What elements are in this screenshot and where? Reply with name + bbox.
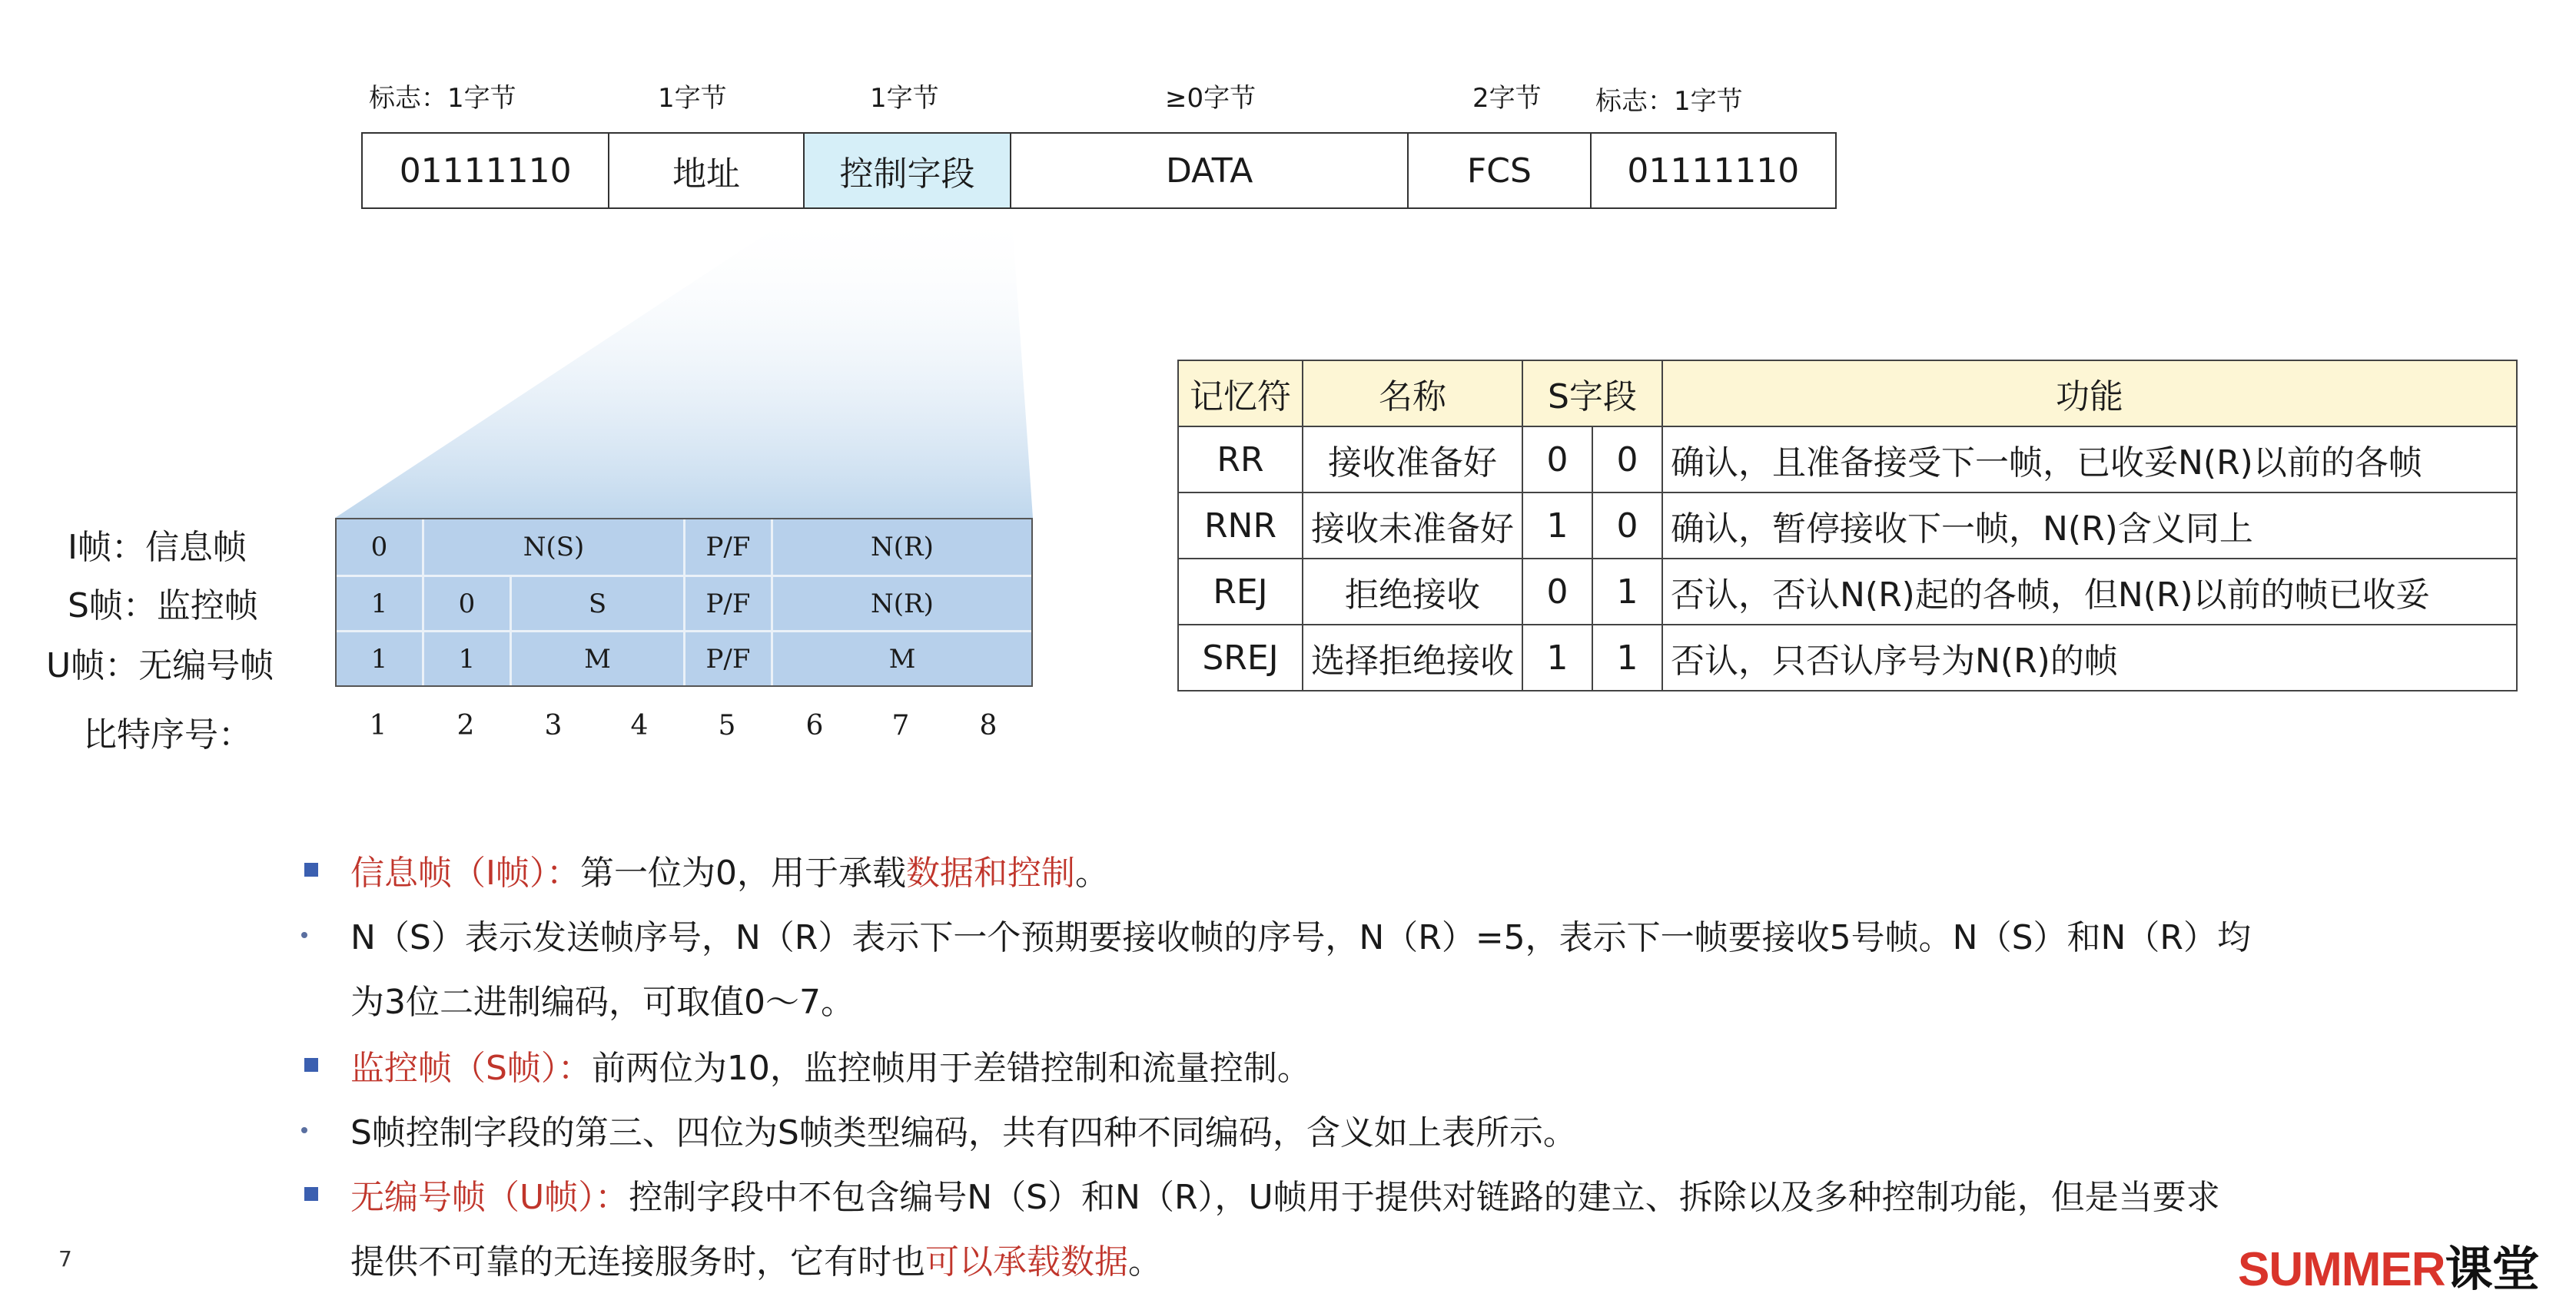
bit-number: 7 [891, 710, 910, 741]
cell-mnemonic: SREJ [1178, 625, 1303, 691]
bit-cell: 0 [337, 519, 424, 575]
cell-function: 确认，暂停接收下一帧，N(R)含义同上 [1662, 492, 2517, 559]
bullet-i-frame-text: 第一位为0，用于承载 [579, 854, 906, 893]
row-label-i-frame: I帧：信息帧 [68, 528, 247, 567]
header-s-field: S字段 [1522, 360, 1662, 426]
bullet-s-frame-text: 前两位为10，监控帧用于差错控制和流量控制。 [591, 1049, 1311, 1088]
bit-number: 5 [718, 710, 736, 741]
bullet-u-frame-end: 。 [1128, 1242, 1162, 1282]
header-function: 功能 [1662, 360, 2517, 426]
cell-s1: 1 [1522, 492, 1592, 559]
bit-number: 2 [456, 710, 475, 741]
cell-s2: 0 [1592, 492, 1662, 559]
bit-row-i-frame [337, 519, 1031, 575]
frame-label-fcs: 2字节 [1472, 83, 1542, 114]
bit-cell: 1 [337, 632, 424, 685]
bit-cell: N(S) [424, 519, 685, 575]
bullet-s-frame [350, 1040, 1311, 1089]
frame-cell-address: 地址 [609, 134, 804, 207]
square-bullet-icon [304, 1187, 318, 1201]
bullet-u-frame-highlight: 可以承载数据 [925, 1242, 1128, 1282]
cell-name: 选择拒绝接收 [1303, 625, 1522, 691]
logo-summer: SUMMER [2238, 1243, 2445, 1296]
frame-cell-control: 控制字段 [805, 134, 1011, 207]
bullet-i-frame-end: 。 [1074, 854, 1109, 893]
row-label-s-frame: S帧：监控帧 [68, 586, 258, 625]
square-bullet-icon [304, 863, 318, 877]
bit-cell: N(R) [871, 588, 934, 619]
cell-mnemonic: RR [1178, 426, 1303, 492]
bit-cell: N(R) [871, 532, 934, 562]
bullet-ns-nr-line2: 为3位二进制编码，可取值0～7。 [350, 983, 855, 1022]
frame-label-control: 1字节 [870, 83, 939, 114]
frame-label-data: ≥0字节 [1165, 83, 1256, 114]
row-label-bit-index: 比特序号： [83, 715, 252, 754]
header-name: 名称 [1303, 360, 1522, 426]
hdlc-frame-structure [361, 132, 1837, 209]
bit-cell: S [512, 577, 685, 630]
dot-bullet-icon [301, 1127, 307, 1133]
control-field-bit-diagram [335, 518, 1033, 687]
cell-function: 确认，且准备接受下一帧，已收妥N(R)以前的各帧 [1662, 426, 2517, 492]
cell-function: 否认，只否认序号为N(R)的帧 [1662, 625, 2517, 691]
bit-row-u-frame [337, 630, 1031, 685]
logo-ketang: 课堂 [2445, 1241, 2539, 1297]
bit-cell: P/F [685, 632, 773, 685]
row-label-u-frame: U帧：无编号帧 [46, 646, 274, 685]
s-field-table [1177, 360, 2518, 691]
frame-cell-flag: 01111110 [363, 134, 609, 207]
bit-number: 4 [630, 710, 649, 741]
bit-number: 8 [979, 710, 998, 741]
cell-mnemonic: REJ [1178, 559, 1303, 625]
table-row [1178, 625, 2517, 691]
cell-s1: 0 [1522, 426, 1592, 492]
frame-label-flag: 标志：1字节 [369, 83, 516, 114]
cell-name: 接收准备好 [1303, 426, 1522, 492]
bit-cell: P/F [685, 577, 773, 630]
bit-cell: 1 [424, 632, 512, 685]
table-header-row [1178, 360, 2517, 426]
bullet-ns-nr-line1: N（S）表示发送帧序号，N（R）表示下一个预期要接收帧的序号，N（R）=5，表示下一帧要接收5号帧。N（S）和N（R）均 [350, 918, 2251, 957]
cell-name: 拒绝接收 [1303, 559, 1522, 625]
bullet-u-frame-title: 无编号帧（U帧）： [350, 1178, 629, 1217]
cell-s2: 0 [1592, 426, 1662, 492]
bullet-i-frame [350, 845, 1109, 894]
header-mnemonic: 记忆符 [1178, 360, 1303, 426]
bullet-u-frame-line2-text: 提供不可靠的无连接服务时，它有时也 [350, 1242, 925, 1282]
bit-cell: 0 [424, 577, 512, 630]
bullet-i-frame-title: 信息帧（I帧）： [350, 854, 580, 893]
cell-s1: 0 [1522, 559, 1592, 625]
dot-bullet-icon [301, 932, 307, 938]
cell-name: 接收未准备好 [1303, 492, 1522, 559]
bit-cell: M [512, 632, 685, 685]
summer-ketang-logo [2238, 1231, 2539, 1299]
bit-cell: 1 [337, 577, 424, 630]
table-row [1178, 559, 2517, 625]
frame-cell-fcs: FCS [1409, 134, 1592, 207]
cell-function: 否认，否认N(R)起的各帧，但N(R)以前的帧已收妥 [1662, 559, 2517, 625]
cell-s2: 1 [1592, 625, 1662, 691]
bullet-u-frame [350, 1169, 2220, 1219]
bit-row-s-frame [337, 575, 1031, 630]
cell-mnemonic: RNR [1178, 492, 1303, 559]
page-number: 7 [58, 1246, 72, 1272]
bullet-i-frame-highlight: 数据和控制 [905, 854, 1075, 893]
frame-cell-data: DATA [1011, 134, 1409, 207]
bit-cell: P/F [685, 519, 773, 575]
bit-number: 1 [369, 710, 387, 741]
bullet-u-frame-text: 控制字段中不包含编号N（S）和N（R），U帧用于提供对链路的建立、拆除以及多种控制功能，但是当要求 [629, 1178, 2220, 1217]
table-row [1178, 426, 2517, 492]
frame-label-address: 1字节 [658, 83, 727, 114]
frame-cell-flag-end: 01111110 [1627, 151, 1800, 191]
square-bullet-icon [304, 1058, 318, 1072]
cell-s1: 1 [1522, 625, 1592, 691]
table-row [1178, 492, 2517, 559]
cell-s2: 1 [1592, 559, 1662, 625]
bullet-s-frame-title: 监控帧（S帧）： [350, 1049, 592, 1088]
frame-label-flag-end: 标志：1字节 [1595, 86, 1743, 117]
bit-cell: M [888, 643, 916, 675]
bit-number: 6 [805, 710, 824, 741]
bullet-s-field-code: S帧控制字段的第三、四位为S帧类型编码，共有四种不同编码，含义如上表所示。 [350, 1113, 1577, 1152]
bit-number: 3 [544, 710, 563, 741]
bullet-u-frame-line2 [350, 1234, 1162, 1283]
